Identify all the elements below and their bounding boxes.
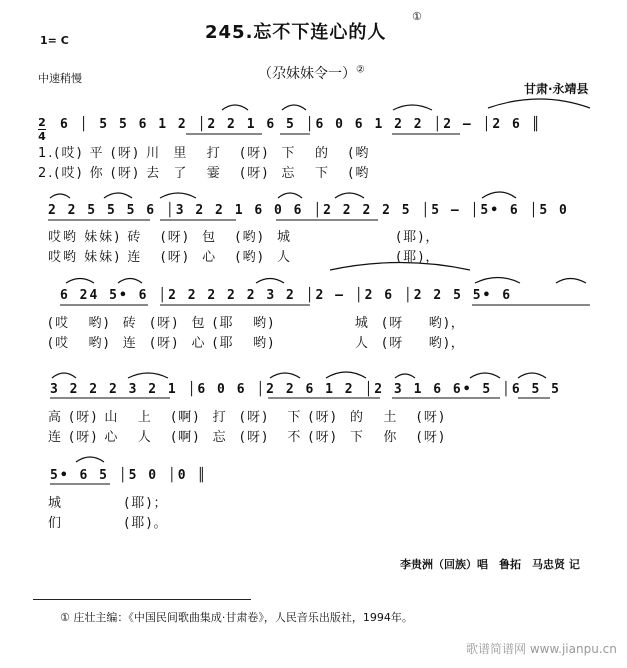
slur [160, 193, 196, 198]
slur [393, 105, 432, 110]
title-footnote-mark: ① [412, 10, 422, 23]
slur [222, 105, 248, 110]
song-origin: 甘肃·永靖县 [524, 82, 589, 96]
slur [128, 373, 168, 378]
tune-footnote-mark: ② [356, 64, 365, 76]
notation-row-3: 6 24 5• 6 │2 2 2 2 2 3 2 │2 — │2 6 │2 2 5 5• 6 [60, 288, 513, 303]
lyric-row-4-verse-1: 高 (呀) 山 上 (啊) 打 (呀) 下 (呀) 的 土 (呀) [48, 410, 446, 425]
lyric-row-1-verse-1: 1.(哎) 平 (呀) 川 里 打 (呀) 下 的 (哟 [38, 146, 371, 161]
slur [482, 192, 516, 198]
notation-row-4: 3 2 2 2 3 2 1 │6 0 6 │2 2 6 1 2 │2 3 1 6 6• 5 │6 5 5 [50, 382, 561, 397]
slur [256, 279, 284, 284]
slur [50, 194, 70, 198]
slur [104, 193, 132, 198]
key-signature: 1= C [40, 34, 69, 47]
slur [52, 373, 76, 378]
lyric-row-1-verse-2: 2.(哎) 你 (呀) 去 了 霎 (呀) 忘 下 (哟 [38, 166, 371, 181]
lyric-row-5-verse-1: 城 (耶)； [48, 496, 169, 511]
time-signature-bottom: 4 [38, 130, 46, 143]
footnote: ① 庄壮主编：《中国民间歌曲集成·甘肃卷》，人民音乐出版社，1994年。 [60, 611, 413, 624]
tempo-marking: 中速稍慢 [38, 72, 82, 85]
lyric-row-4-verse-2: 连 (呀) 心 人 (啊) 忘 (呀) 不 (呀) 下 你 (呀) [48, 430, 446, 445]
slur [518, 373, 546, 378]
tune-name-text: （尕妹妹令一） [258, 66, 356, 82]
slur [335, 193, 364, 198]
slur [270, 373, 300, 378]
slur [282, 105, 306, 110]
slur [556, 279, 586, 284]
slur [488, 99, 590, 108]
lyric-row-5-verse-2: 们 (耶)。 [48, 516, 169, 531]
time-signature-top: 2 [38, 116, 46, 129]
slur [470, 373, 500, 378]
notation-row-2: 2 2 5 5 5 6 │3 2 2 1 6 0 6 │2 2 2 2 5 │5 — │5• 6 │5 0 [48, 203, 569, 218]
notation-row-5: 5• 6 5 │5 0 │0 ║ [50, 468, 208, 483]
footnote-divider [33, 599, 251, 600]
lyric-row-2-verse-2: 哎哟 妹妹) 连 (呀) 心 (哟) 人 (耶)， [48, 250, 441, 265]
lyric-row-3-verse-1: (哎 哟) 砖 (呀) 包 (耶 哟) 城 (呀 哟)， [48, 316, 466, 331]
slur [278, 193, 302, 198]
slur [326, 372, 366, 378]
slur [475, 278, 520, 284]
lyric-row-3-verse-2: (哎 哟) 连 (呀) 心 (耶 哟) 人 (呀 哟)， [48, 336, 466, 351]
performer-credit: 李贵洲（回族）唱 鲁拓 马忠贤 记 [400, 558, 580, 571]
slur [395, 374, 415, 378]
watermark: 歌谱简谱网 www.jianpu.cn [466, 642, 617, 656]
slur [66, 279, 94, 284]
song-title: 245.忘不下连心的人 [205, 22, 387, 43]
notation-row-1: 6 │ 5 5 6 1 2 │2 2 1 6 5 │6 0 6 1 2 2 │2 — │2 6 ║ [60, 117, 542, 132]
lyric-row-2-verse-1: 哎哟 妹妹) 砖 (呀) 包 (哟) 城 (耶)， [48, 230, 441, 245]
slur [76, 457, 104, 462]
slur [118, 279, 142, 284]
